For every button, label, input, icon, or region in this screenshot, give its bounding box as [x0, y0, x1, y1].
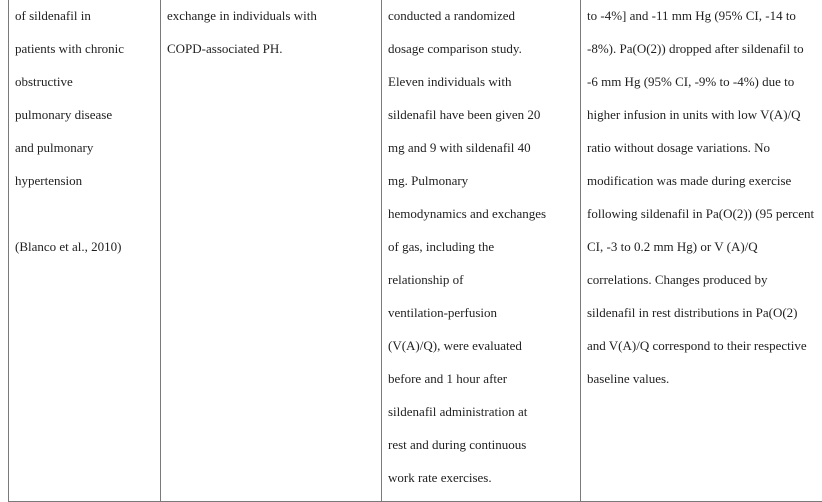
- cell-line: to -4%] and -11 mm Hg (95% CI, -14 to: [587, 0, 822, 32]
- cell-line: sildenafil in rest distributions in Pa(O(2): [587, 296, 822, 329]
- cell-line: (V(A)/Q), were evaluated: [388, 329, 576, 362]
- cell-line: -6 mm Hg (95% CI, -9% to -4%) due to: [587, 65, 822, 98]
- cell-line: sildenafil administration at: [388, 395, 576, 428]
- study-title-cell: [9, 0, 161, 502]
- results-cell: [581, 0, 822, 502]
- table-row: [9, 0, 822, 502]
- cell-line: conducted a randomized: [388, 0, 576, 32]
- cell-line: patients with chronic: [15, 32, 156, 65]
- cell-line: baseline values.: [587, 362, 822, 395]
- cell-line: exchange in individuals with: [167, 0, 377, 32]
- cell-line: mg and 9 with sildenafil 40: [388, 131, 576, 164]
- citation: (Blanco et al., 2010): [15, 230, 156, 263]
- cell-line: hypertension: [15, 164, 156, 197]
- cell-line: Eleven individuals with: [388, 65, 576, 98]
- cell-line: and V(A)/Q correspond to their respective: [587, 329, 822, 362]
- cell-line: higher infusion in units with low V(A)/Q: [587, 98, 822, 131]
- cell-line: ratio without dosage variations. No: [587, 131, 822, 164]
- cell-line: ventilation-perfusion: [388, 296, 576, 329]
- cell-line: of gas, including the: [388, 230, 576, 263]
- cell-line: -8%). Pa(O(2)) dropped after sildenafil to: [587, 32, 822, 65]
- study-table: [8, 0, 822, 502]
- cell-line: and pulmonary: [15, 131, 156, 164]
- cell-line: hemodynamics and exchanges: [388, 197, 576, 230]
- cell-line: work rate exercises.: [388, 461, 576, 494]
- methods-cell: [382, 0, 581, 502]
- cell-line: rest and during continuous: [388, 428, 576, 461]
- cell-line: CI, -3 to 0.2 mm Hg) or V (A)/Q: [587, 230, 822, 263]
- spacer: [15, 197, 156, 230]
- objective-cell: [161, 0, 382, 502]
- cell-line: following sildenafil in Pa(O(2)) (95 percent: [587, 197, 822, 230]
- cell-line: obstructive: [15, 65, 156, 98]
- cell-line: of sildenafil in: [15, 0, 156, 32]
- cell-line: relationship of: [388, 263, 576, 296]
- cell-line: COPD-associated PH.: [167, 32, 377, 65]
- cell-line: before and 1 hour after: [388, 362, 576, 395]
- cell-line: dosage comparison study.: [388, 32, 576, 65]
- cell-line: pulmonary disease: [15, 98, 156, 131]
- cell-line: correlations. Changes produced by: [587, 263, 822, 296]
- cell-line: modification was made during exercise: [587, 164, 822, 197]
- cell-line: sildenafil have been given 20: [388, 98, 576, 131]
- cell-line: mg. Pulmonary: [388, 164, 576, 197]
